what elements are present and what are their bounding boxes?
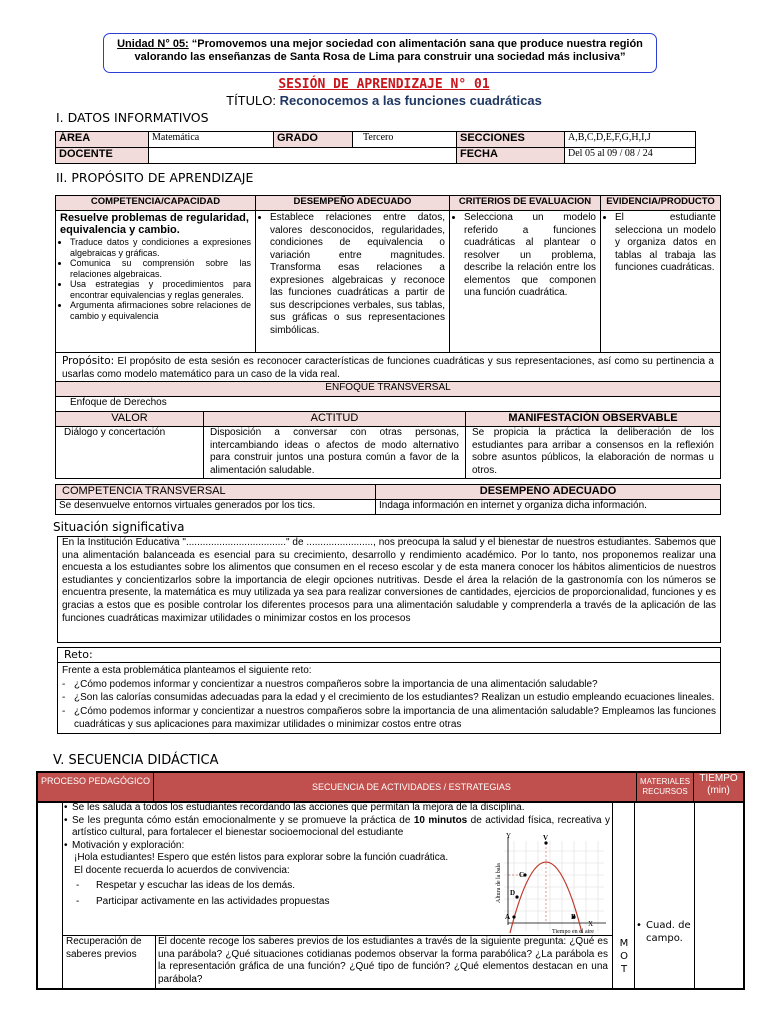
material-text: Cuad. de campo. [646, 920, 691, 944]
competencia-title: Resuelve problemas de regularidad, equivalencia y cambio. [60, 212, 249, 236]
area-label: ÁREA [56, 132, 149, 148]
acuerdo-item: Respetar y escuchar las ideas de los demás. [96, 880, 295, 891]
recuperacion-text: El docente recoge los saberes previos de los estudiantes a través de la siguiente pregunta: ¿Qué es una parábola? ¿Qué situaciones cotidianas podemos observar la forma parabólica? ¿La parábola es la representación gráfica de una función? ¿Qué tipo de función? ¿Qué elementos destacan en una parábola? [158, 936, 608, 985]
evidencia-cell [601, 211, 721, 353]
grado-value: Tercero [353, 132, 457, 148]
manifestacion-value: Se propicia la práctica la deliberación de los estudiantes para arribar a consensos en la reflexión sobre asuntos públicos, la elaboración de normas u otros. [466, 427, 721, 479]
comp-trans-value: Se desenvuelve entornos virtuales generados por los tics. [56, 500, 376, 515]
side-letter: T [620, 964, 628, 975]
section-datos-heading: I. DATOS INFORMATIVOS [56, 110, 209, 125]
reto-body [58, 663, 721, 734]
header-proceso: PROCESO PEDAGÓGICO [38, 773, 154, 801]
titulo-value: Reconocemos a las funciones cuadráticas [279, 93, 542, 108]
session-title: SESIÓN DE APRENDIZAJE N° 01 [278, 77, 490, 92]
comp-trans-header: COMPETENCIA TRANSVERSAL [56, 485, 376, 500]
side-letters [618, 937, 630, 976]
reto-item-text: ¿Son las calorías consumidas adecuadas para la edad y el crecimiento de los estudiantes? Realizan un estudio empleando ecuaciones lineales. [74, 692, 715, 703]
unit-text: “Promovemos una mejor sociedad con alimentación sana que produce nuestra región valorando las enseñanzas de Santa Rosa de Lima para construir una sociedad más inclusiva” [134, 38, 643, 63]
bullet-emocional-c: de actividad física, recreativa y artístico cultural, para fortalecer el bienestar socioemocional del estudiante [72, 814, 610, 838]
material-item: • Cuad. de campo. [634, 919, 696, 945]
manifestacion-header: MANIFESTACIÓN OBSERVABLE [466, 412, 721, 427]
area-value: Matemática [149, 132, 274, 148]
desempeno-cell [256, 211, 450, 353]
hola-text: ¡Hola estudiantes! Espero que estén listos para explorar sobre la función cuadrática. [74, 852, 449, 863]
proposito-label: Propósito: [62, 355, 115, 367]
proposito-text: El propósito de esta sesión es reconocer características de funciones cuadráticas y sus representaciones, así como su pertinencia a usarlas como modelo matemático para un caso de la vida real. [62, 356, 714, 380]
reto-item: - ¿Cómo podemos informar y concientizar a nuestros compañeros sobre la importancia de una alimentación saludable? Empleamos las funciones cuadráticas y sus aplicaciones para maximizar utilidades o minimizar costos entre otras [62, 705, 716, 730]
secuencia-table [36, 771, 745, 990]
inicio-content: • Se les saluda a todos los estudiantes recordando las acciones que permitan la mejora de la disciplina. • Se les pregunta cómo están emocionalmente y se promueve la práctica de 10 minutos de actividad física, recreativa y artístico cultural, para fortalecer el bienestar socioemocional del estudiante • Motivación y exploración: ¡Hola estudiantes! Espero que estén listos para explorar sobre la función cuadrática. El docente recuerda lo acuerdos de convivencia: - Respetar y escuchar las ideas de los demás. - Participar activamente en las actividades propuestas [64, 802, 610, 907]
acuerdo-item: Participar activamente en las actividades propuestas [96, 895, 330, 907]
point-label: B [571, 913, 576, 921]
competencia-transversal-table [55, 484, 721, 515]
criterio-text: • Selecciona un modelo referido a funciones cuadráticas al plantear o resolver un problema, describe la relación entre los elementos que componen una función cuadrática. [464, 212, 596, 300]
docente-label: DOCENTE [56, 148, 149, 164]
graph-ylabel: Altura de la bala [496, 863, 502, 903]
bullet-emocional-a: Se les pregunta cómo están emocionalmente y se promueve la práctica de [72, 814, 414, 826]
point-label: D [510, 889, 516, 897]
capacidad-item: • Traduce datos y condiciones a expresiones algebraicas y gráficas. [70, 237, 251, 258]
evidencia-text: • El estudiante selecciona un modelo y organiza datos en tablas al trabaja las funciones cuadráticas. [615, 212, 716, 275]
graph-axis-x: X [588, 920, 594, 928]
capacidades-list [60, 237, 251, 321]
reto-heading: Reto: [58, 648, 721, 663]
fecha-label: FECHA [457, 148, 565, 164]
actitud-header: ACTITUD [204, 412, 466, 427]
reto-item: - ¿Cómo podemos informar y concientizar a nuestros compañeros sobre la importancia de una alimentación saludable? [62, 678, 598, 690]
point-label: A [505, 913, 511, 921]
datos-table [55, 131, 696, 164]
secciones-label: SECCIONES [457, 132, 565, 148]
unit-banner [103, 33, 657, 73]
header-tiempo: TIEMPO (min) [694, 773, 743, 801]
section-proposito-heading: II. PROPÓSITO DE APRENDIZAJE [56, 170, 254, 185]
reto-item: - ¿Son las calorías consumidas adecuadas para la edad y el crecimiento de los estudiantes? Realizan un estudio empleando ecuaciones lineales. [62, 692, 715, 703]
bullet-emocional-b: 10 minutos [413, 814, 468, 826]
reto-intro: Frente a esta problemática planteamos el siguiente reto: [62, 665, 312, 676]
proposito-table [55, 195, 721, 384]
page-title [0, 93, 768, 108]
header-criterios: CRITERIOS DE EVALUACION [450, 196, 601, 211]
criterio-cell [450, 211, 601, 353]
header-evidencia: EVIDENCIA/PRODUCTO [601, 196, 721, 211]
situacion-text: En la Institución Educativa "...................................." de ........................, nos preocupa la salud y el bienestar de nuestros estudiantes. Sabemos que una alimentación balanceada es esencial para su crecimiento, desarrollo y rendimiento académico. Por lo tanto, nos proponemos realizar una encuesta a los estudiantes sobre los alimentos que consumen en el receso escolar y de esta manera conocer los hábitos alimenticios de nuestros estudiantes y concientizarlos sobre la importancia de elegir opciones nutritivas. Desde el área la relación de la gastronomía con los números se encuentra presente, la matemática es muy utilizada ya sea para realizar conversiones de cantidades, ejercicios de proporcionalidad, funciones y es gracias a estos que es posible controlar los diferentes procesos para una alimentación saludable y comprenderla a través de la aplicación de las funciones cuadráticas maximizar utilidades o minimizar costos en los procesos [58, 537, 721, 643]
fecha-value: Del 05 al 09 / 08 / 24 [565, 148, 696, 164]
side-letter: O [620, 951, 628, 962]
capacidad-item: • Usa estrategias y procedimientos para encontrar equivalencias y reglas generales. [70, 279, 251, 300]
situacion-box [57, 536, 721, 643]
point-label: C [519, 871, 525, 879]
side-letter: M [619, 938, 629, 949]
docente-value [149, 148, 457, 164]
parabola-graph [486, 829, 612, 935]
section-secuencia-heading: V. SECUENCIA DIDÁCTICA [53, 753, 219, 768]
header-competencia: COMPETENCIA/CAPACIDAD [56, 196, 256, 211]
header-desempeno: DESEMPEÑO ADECUADO [256, 196, 450, 211]
enfoque-header: ENFOQUE TRANSVERSAL [56, 382, 721, 397]
bullet-motivacion: Motivación y exploración: [72, 839, 185, 851]
situacion-heading: Situación significativa [53, 520, 185, 534]
titulo-label: TÍTULO: [226, 93, 280, 108]
grado-label: GRADO [274, 132, 353, 148]
bullet-saludo: Se les saluda a todos los estudiantes recordando las acciones que permitan la mejora de la disciplina. [72, 802, 525, 813]
capacidad-item: • Comunica su comprensión sobre las relaciones algebraicas. [70, 258, 251, 279]
recuperacion-label: Recuperación de saberes previos [66, 936, 142, 960]
header-actividades: SECUENCIA DE ACTIVIDADES / ESTRATEGIAS [154, 773, 670, 801]
proposito-row [56, 353, 721, 384]
desemp-adec-value: Indaga información en internet y organiza dicha información. [376, 500, 721, 515]
enfoque-value: Enfoque de Derechos [56, 397, 721, 412]
capacidad-item: • Argumenta afirmaciones sobre relaciones de cambio y equivalencia [70, 300, 251, 321]
header-materiales: MATERIALES RECURSOS [636, 773, 694, 801]
reto-box [57, 647, 721, 734]
valor-header: VALOR [56, 412, 204, 427]
unit-label: Unidad N° 05: [117, 38, 189, 50]
desempeno-text: • Establece relaciones entre datos, valores desconocidos, regularidades, condiciones de equivalencia o variación entre magnitudes. Transforma esas relaciones a expresiones algebraicas y reconoce las funciones cuadráticas a partir de sus descripciones verbales, sus tablas, sus gráficas o sus representaciones simbólicas. [270, 212, 445, 337]
secciones-value: A,B,C,D,E,F,G,H,I,J [565, 132, 696, 148]
graph-axis-y: Y [506, 832, 512, 840]
graph-xlabel: Tiempo en el aire [552, 929, 594, 935]
point-label: V [543, 834, 549, 842]
reto-item-text: ¿Cómo podemos informar y concientizar a nuestros compañeros sobre la importancia de una alimentación saludable? [74, 678, 598, 690]
actitud-value: Disposición a conversar con otras personas, intercambiando ideas o afectos de modo alternativo para construir juntos una postura común a favor de la alimentación saludable. [204, 427, 466, 479]
valor-value: Diálogo y concertación [56, 427, 204, 479]
desemp-adec-header: DESEMPEÑO ADECUADO [376, 485, 721, 500]
competencia-cell [56, 211, 256, 353]
reto-item-text: ¿Cómo podemos informar y concientizar a nuestros compañeros sobre la importancia de una alimentación saludable? Empleamos las funciones cuadráticas y sus aplicaciones para maximizar utilidades o minimizar costos entre otras [74, 705, 716, 730]
enfoque-table [55, 381, 721, 479]
acuerdos-text: El docente recuerda lo acuerdos de convivencia: [74, 864, 290, 876]
